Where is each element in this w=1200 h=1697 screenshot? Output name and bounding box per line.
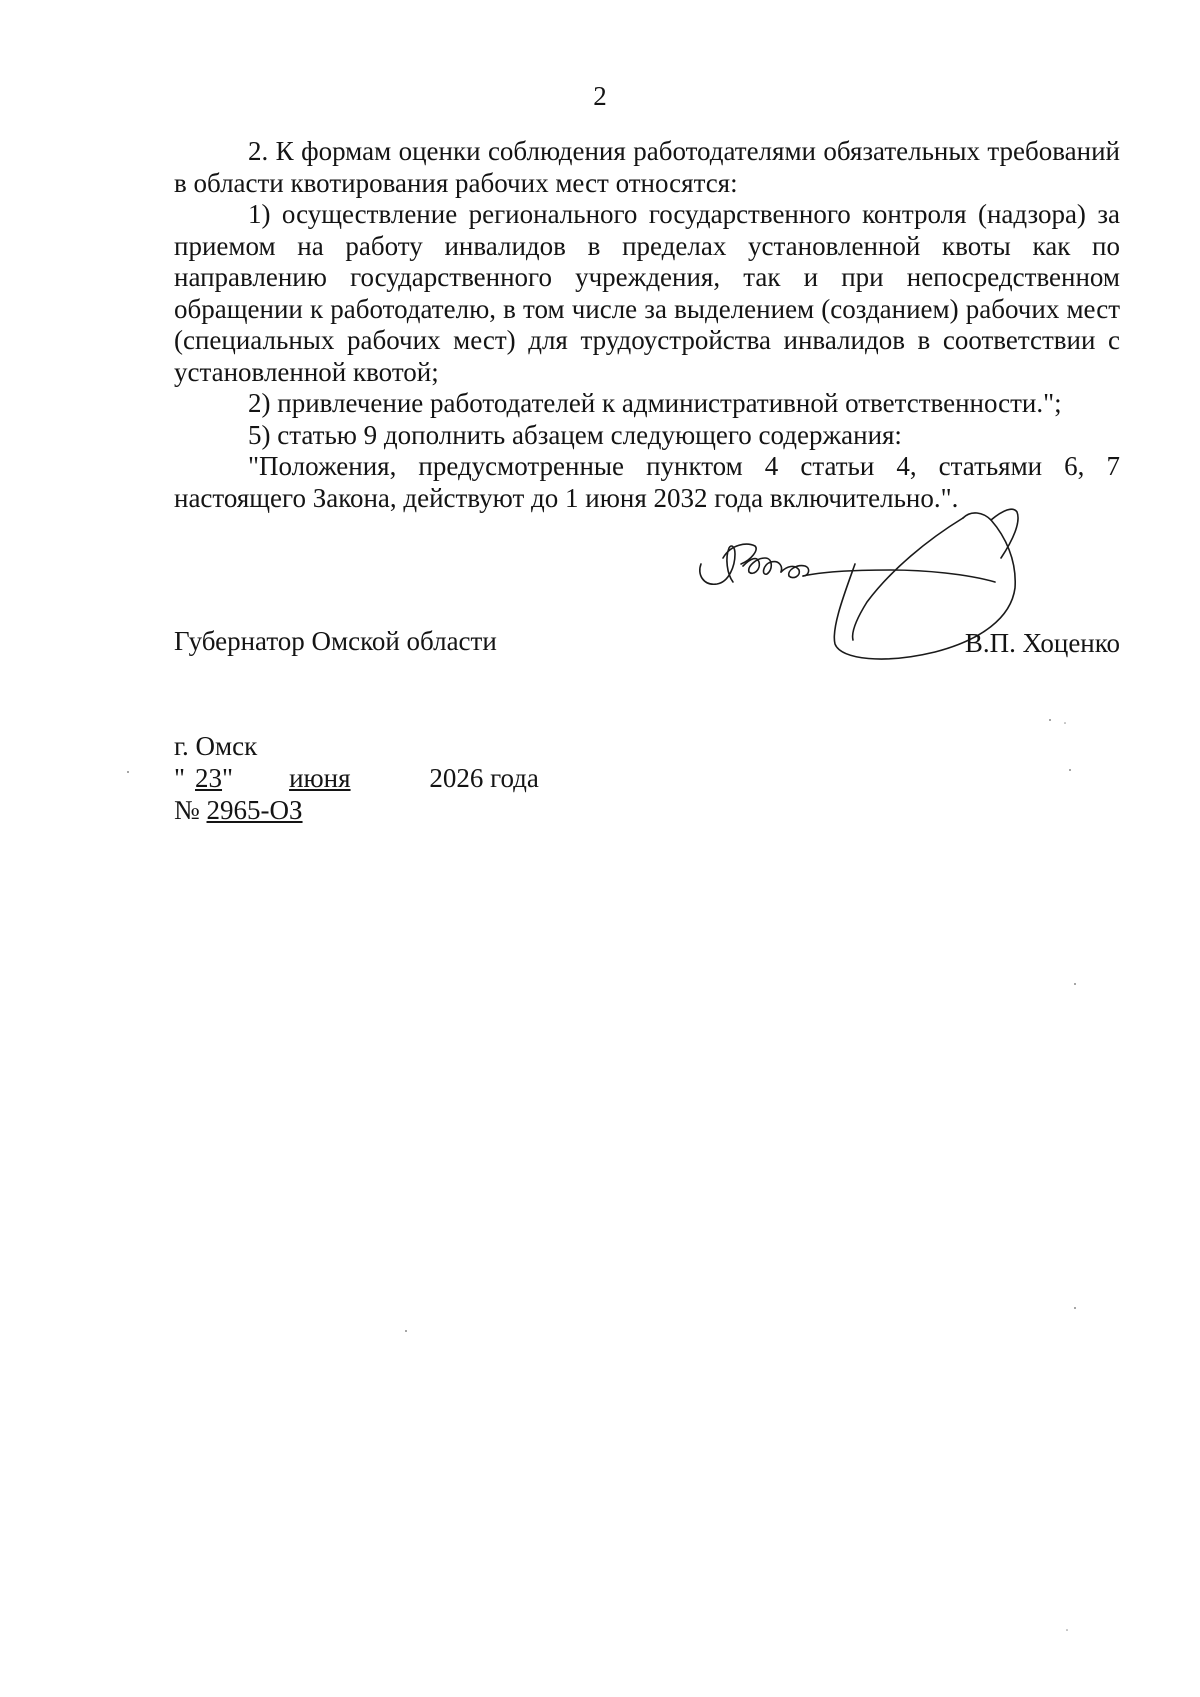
date-day: 23 xyxy=(195,763,223,793)
signatory-position: Губернатор Омской области xyxy=(174,626,497,656)
paragraph-regional-control: 1) осуществление регионального государственного контроля (надзора) за приемом на работу инвалидов в пределах установленной квоты как по направлению государственного учреждения, так и при непосредственном обращении к работодателю, в том числе за выделением (созданием) рабочих мест (специальных рабочих мест) для трудоустройства инвалидов в соответствии с установленной квотой; xyxy=(174,199,1120,387)
date-quote-open: " xyxy=(174,763,186,793)
paragraph-administrative-liability: 2) привлечение работодателей к административной ответственности."; xyxy=(248,388,1062,418)
signatory-name: В.П. Хоценко xyxy=(964,628,1120,658)
paragraph-validity-period: "Положения, предусмотренные пунктом 4 статьи 4, статьями 6, 7 настоящего Закона, действуют до 1 июня 2032 года включительно.". xyxy=(174,451,1120,513)
page-number: 2 xyxy=(593,81,607,111)
date-quote-close: " xyxy=(222,763,234,793)
document-number: 2965-ОЗ xyxy=(206,795,303,825)
number-label: № xyxy=(174,795,200,825)
date-month: июня xyxy=(289,763,351,793)
date-year: 2026 года xyxy=(429,763,539,793)
paragraph-quota-forms: 2. К формам оценки соблюдения работодателями обязательных требований в области квотирования рабочих мест относятся: xyxy=(174,136,1120,198)
paragraph-article-9-amendment: 5) статью 9 дополнить абзацем следующего содержания: xyxy=(248,419,902,450)
city: г. Омск xyxy=(174,731,258,761)
